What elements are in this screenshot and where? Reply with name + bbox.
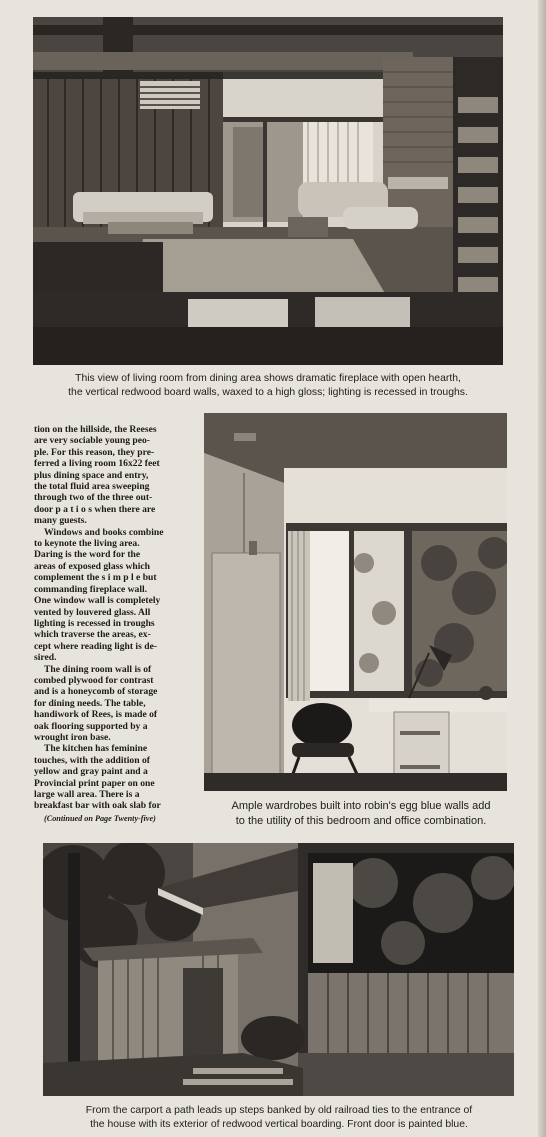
article-column (34, 424, 194, 824)
article-line: plus dining space and entry, (34, 469, 149, 481)
article-line: breakfast bar with oak slab for (34, 800, 161, 812)
continued-notice: (Continued on Page Twenty-five) (44, 813, 156, 823)
article-line: The dining room wall is of (44, 663, 152, 675)
caption-line: Ample wardrobes built into robin's egg blue walls add (231, 800, 491, 812)
article-line: yellow and gray paint and a (34, 766, 148, 778)
article-line: ple. For this reason, they pre- (34, 446, 155, 458)
caption-line: This view of living room from dining area shows dramatic fireplace with open hearth, (75, 373, 461, 384)
article-line: to keynote the living area. (34, 538, 140, 550)
article-line: through two of the three out- (34, 492, 153, 504)
article-line: combed plywood for contrast (34, 674, 154, 686)
bedroom-office-photo (204, 413, 507, 791)
page-edge (538, 0, 546, 1137)
article-line: sired. (34, 652, 57, 664)
article-line: One window wall is completely (34, 595, 161, 607)
bedroom-office-caption (208, 799, 514, 828)
caption-line: From the carport a path leads up steps banked by old railroad ties to the entrance of (85, 1105, 473, 1116)
article-line: commanding fireplace wall. (34, 583, 148, 595)
article-line: tion on the hillside, the Reeses (34, 424, 157, 435)
article-line: and is a honeycomb of storage (34, 686, 158, 698)
article-line: areas of exposed glass which (34, 560, 151, 572)
article-line: handiwork of Rees, is made of (34, 709, 158, 721)
article-line: large wall area. There is a (34, 789, 140, 800)
article-line: are very sociable young peo- (34, 435, 151, 447)
caption-line: the vertical redwood board walls, waxed to a high gloss; lighting is recessed in troughs. (68, 386, 468, 398)
caption-line: the house with its exterior of redwood vertical boarding. Front door is painted blue. (90, 1118, 468, 1130)
article-line: Windows and books combine (44, 526, 164, 538)
article-line: ferred a living room 16x22 feet (34, 458, 160, 470)
article-line: touches, with the addition of (34, 754, 150, 766)
living-room-caption (30, 372, 506, 399)
article-line: many guests. (34, 515, 87, 527)
article-line: which traverse the areas, ex- (34, 629, 151, 641)
article-line: door p a t i o s when there are (34, 503, 156, 515)
article-line: complement the s i m p l e but (34, 572, 157, 584)
article-line: Daring is the word for the (34, 549, 141, 561)
house-exterior-photo (43, 843, 514, 1096)
article-line: The kitchen has feminine (44, 743, 148, 755)
house-exterior-caption (40, 1104, 518, 1131)
article-line: lighting is recessed in troughs (34, 617, 155, 629)
caption-line: to the utility of this bedroom and office combination. (235, 814, 487, 827)
article-line: cept where reading light is de- (34, 640, 158, 652)
article-line: wrought iron base. (34, 731, 111, 743)
article-line: Provincial print paper on one (34, 777, 155, 789)
article-line: for dining needs. The table, (34, 697, 146, 709)
article-line: the total fluid area sweeping (34, 481, 150, 493)
article-line: oak flooring supported by a (34, 720, 148, 732)
article-line: vented by louvered glass. All (34, 606, 151, 618)
living-room-photo (33, 17, 503, 365)
